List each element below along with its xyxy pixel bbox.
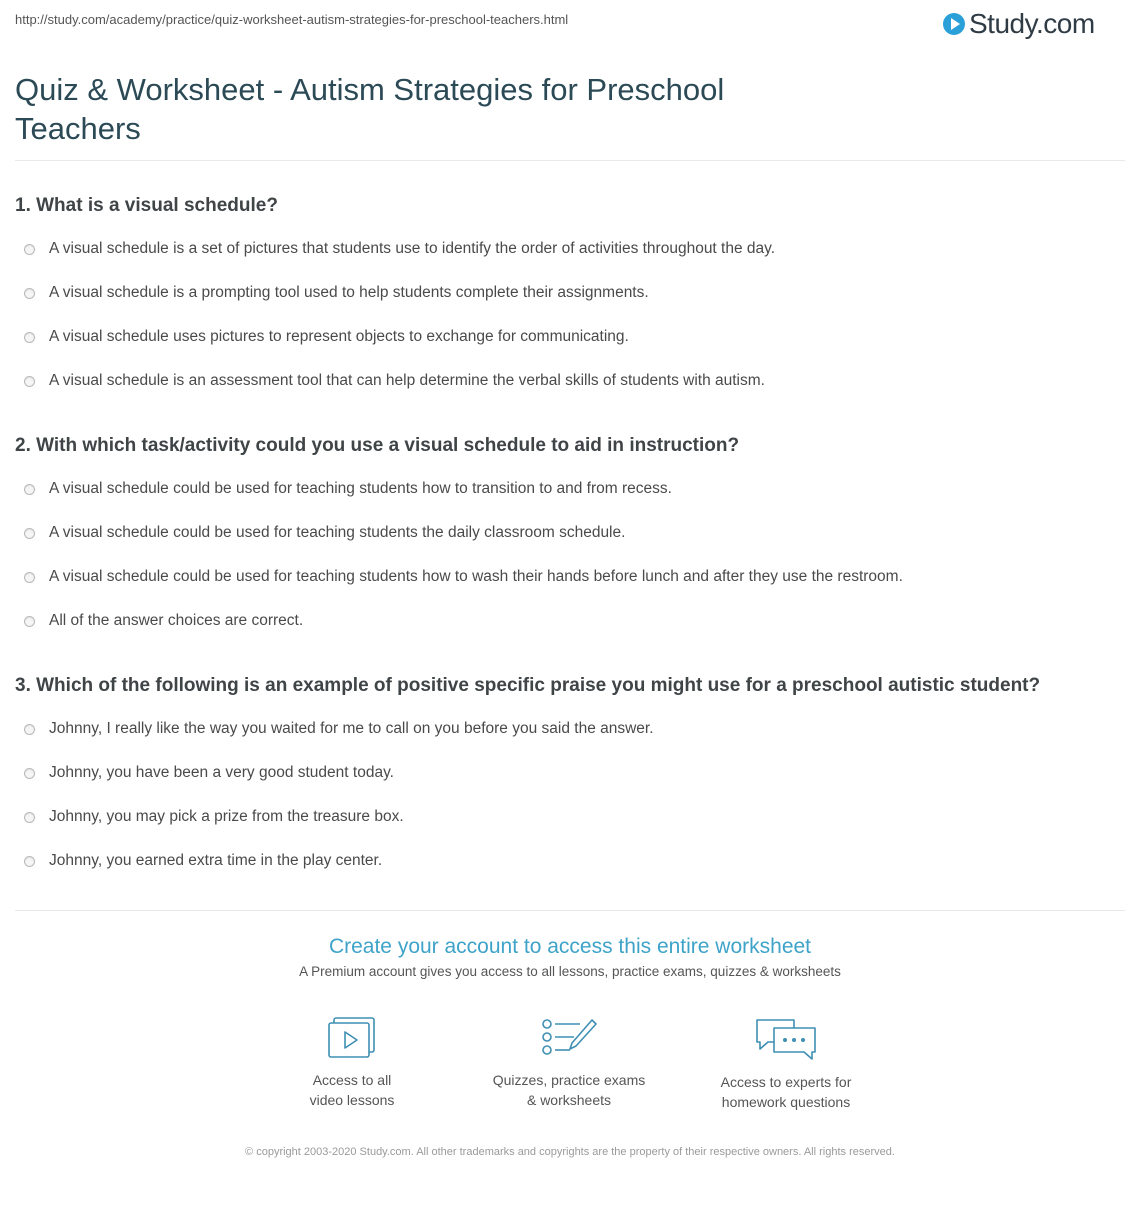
feature-label [479, 1070, 659, 1110]
radio-button[interactable] [24, 768, 35, 779]
question-3 [15, 674, 1130, 883]
radio-button[interactable] [24, 724, 35, 735]
feature-label-line: & worksheets [526, 1092, 612, 1108]
feature-label-line: homework questions [721, 1094, 851, 1110]
answer-option[interactable] [15, 359, 1130, 403]
radio-button[interactable] [24, 244, 35, 255]
question-1 [15, 194, 1130, 403]
feature-label [696, 1072, 876, 1112]
video-lessons-icon [326, 1016, 378, 1060]
answer-text: A visual schedule is a prompting tool used to help students complete their assignments. [49, 284, 649, 301]
answer-text: A visual schedule could be used for teaching students the daily classroom schedule. [49, 524, 626, 541]
page-url: http://study.com/academy/practice/quiz-worksheet-autism-strategies-for-preschool-teachers.html [15, 12, 569, 27]
radio-button[interactable] [24, 484, 35, 495]
answer-text: A visual schedule could be used for teaching students how to wash their hands before lunch and after they use the restroom. [49, 568, 903, 585]
question-text: 1. What is a visual schedule? [15, 195, 278, 216]
answer-option[interactable] [15, 795, 1130, 839]
answer-option[interactable] [15, 511, 1130, 555]
radio-button[interactable] [24, 332, 35, 343]
feature-label-line: Access to all [312, 1072, 392, 1088]
radio-button[interactable] [24, 616, 35, 627]
cta-title-link[interactable]: Create your account to access this entire worksheet [328, 935, 812, 958]
radio-button[interactable] [24, 528, 35, 539]
radio-button[interactable] [24, 856, 35, 867]
premium-cta [0, 934, 1140, 979]
quiz-checklist-icon [540, 1016, 598, 1060]
answer-text: Johnny, I really like the way you waited for me to call on you before you said the answer. [49, 720, 654, 737]
radio-button[interactable] [24, 288, 35, 299]
question-text: 3. Which of the following is an example of positive specific praise you might use for a preschool autistic student? [15, 675, 1041, 696]
answer-text: Johnny, you may pick a prize from the treasure box. [49, 808, 404, 825]
answer-text: All of the answer choices are correct. [49, 612, 304, 629]
page-title: Quiz & Worksheet - Autism Strategies for Preschool Teachers [15, 72, 725, 146]
radio-button[interactable] [24, 376, 35, 387]
answer-option[interactable] [15, 707, 1130, 751]
play-circle-icon [943, 13, 965, 35]
radio-button[interactable] [24, 572, 35, 583]
copyright-notice: © copyright 2003-2020 Study.com. All other trademarks and copyrights are the property of their respective owners. All rights reserved. [245, 1146, 895, 1158]
answer-options [15, 227, 1130, 403]
answer-option[interactable] [15, 227, 1130, 271]
answer-text: A visual schedule could be used for teaching students how to transition to and from recess. [49, 480, 672, 497]
answer-text: A visual schedule is a set of pictures that students use to identify the order of activities throughout the day. [49, 240, 776, 257]
answer-text: Johnny, you earned extra time in the play center. [49, 852, 383, 869]
feature-quizzes [479, 1016, 659, 1110]
answer-option[interactable] [15, 315, 1130, 359]
question-text: 2. With which task/activity could you use a visual schedule to aid in instruction? [15, 435, 740, 456]
answer-options [15, 467, 1130, 643]
feature-video-lessons [262, 1016, 442, 1110]
question-2 [15, 434, 1130, 643]
chat-experts-icon [754, 1016, 818, 1062]
answer-text: A visual schedule is an assessment tool that can help determine the verbal skills of students with autism. [49, 372, 765, 389]
answer-option[interactable] [15, 839, 1130, 883]
answer-text: A visual schedule uses pictures to represent objects to exchange for communicating. [49, 328, 629, 345]
study-logo[interactable] [943, 8, 1095, 40]
radio-button[interactable] [24, 812, 35, 823]
feature-experts [696, 1016, 876, 1112]
answer-option[interactable] [15, 599, 1130, 643]
logo-text: Study.com [969, 8, 1095, 39]
title-divider [15, 160, 1125, 161]
feature-label-line: video lessons [309, 1092, 395, 1108]
feature-label-line: Quizzes, practice exams [492, 1072, 646, 1088]
answer-option[interactable] [15, 467, 1130, 511]
answer-option[interactable] [15, 555, 1130, 599]
cta-divider [15, 910, 1125, 911]
answer-option[interactable] [15, 751, 1130, 795]
cta-subtitle: A Premium account gives you access to all lessons, practice exams, quizzes & worksheets [299, 964, 841, 979]
answer-text: Johnny, you have been a very good student today. [49, 764, 394, 781]
answer-options [15, 707, 1130, 883]
answer-option[interactable] [15, 271, 1130, 315]
feature-label-line: Access to experts for [720, 1074, 852, 1090]
feature-label [262, 1070, 442, 1110]
